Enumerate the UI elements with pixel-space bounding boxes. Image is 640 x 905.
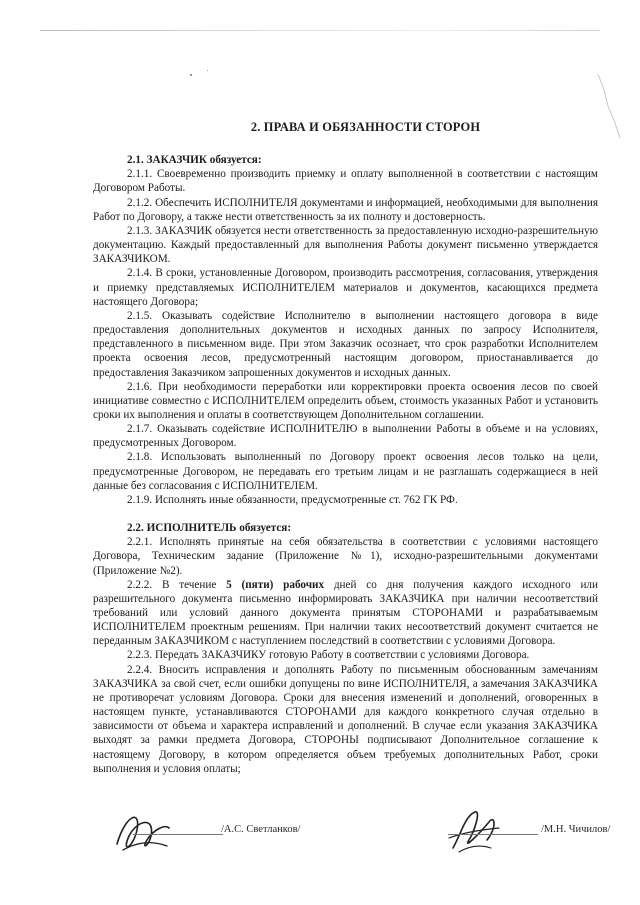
scan-top-edge xyxy=(40,30,600,31)
clause-2-1-1: 2.1.1. Своевременно производить приемку и оплату выполненной в соответствии с настоящим Договором Работы. xyxy=(93,168,598,195)
contractor-signature-line xyxy=(448,834,538,835)
clause-2-1-7: 2.1.7. Оказывать содействие ИСПОЛНИТЕЛЮ в выполнении Работы в объеме и на условиях, предусмотренных Договором. xyxy=(93,423,598,450)
clause-2-1-5: 2.1.5. Оказывать содействие Исполнителю в выполнении настоящего договора в виде предоставления дополнительных документов и исходных данных по запросу Исполнителя, представленного в письменном виде. При этом Заказчик осознает, что срок разработки Исполнителем проекта освоения лесов, предусмотренный настоящим договором, приостанавливается до предоставления Заказчиком запрошенных документов и исходных данных. xyxy=(93,309,598,379)
scan-speck xyxy=(190,74,192,76)
clause-2-1-9: 2.1.9. Исполнять иные обязанности, предусмотренные ст. 762 ГК РФ. xyxy=(127,493,458,506)
clause-2-2-4: 2.2.4. Вносить исправления и дополнять Работу по письменным обоснованным замечаниям ЗАКАЗЧИКА за свой счет, если ошибки допущены по вине ИСПОЛНИТЕЛЯ, а замечания ЗАКАЗЧИКА не противоречат условиям Договора. Сроки для внесения изменений и дополнений, оговоренных в настоящем пункте, устанавливаются СТОРОНАМИ для каждого конкретного случая отдельно в зависимости от объема и характера исправлений и дополнений. В случае если указания ЗАКАЗЧИКА выходят за рамки предмета Договора, СТОРОНЫ подписывают Дополнительное соглашение к настоящему Договору, в котором определяется объем требуемых дополнительных Работ, сроки выполнения и условия оплаты; xyxy=(93,663,598,775)
scan-edge-mark xyxy=(594,72,622,142)
scan-speck xyxy=(207,70,208,71)
clause-2-2-2-start: 2.2.2. В течение xyxy=(127,578,227,591)
clause-2-1-2: 2.1.2. Обеспечить ИСПОЛНИТЕЛЯ документами и информацией, необходимыми для выполнения Работ по Договору, а также нести ответственность за их полноту и достоверность. xyxy=(93,196,598,223)
customer-signature-line xyxy=(133,834,223,835)
contractor-obligations-heading: 2.2. ИСПОЛНИТЕЛЬ обязуется: xyxy=(127,522,292,535)
signature-row xyxy=(93,812,613,872)
clause-2-2-2-rest: дней со дня получения каждого исходного или разрешительного документа письменно информировать ЗАКАЗЧИКА при наличии несоответствий требований или условий данного документа принятым СТОРОНАМИ и разрабатываемым ИСПОЛНИТЕЛЕМ проектным решениям. При наличии таких несоответствий документ считается не переданным ЗАКАЗЧИКОМ с наступлением последствий в соответствии с условиями Договора. xyxy=(93,578,598,648)
section-title: 2. ПРАВА И ОБЯЗАННОСТИ СТОРОН xyxy=(250,120,481,134)
clause-2-2-1: 2.2.1. Исполнять принятые на себя обязательства в соответствии с условиями настоящего Договора, Техническим задание (Приложение №1), исходно-разрешительными документами (Приложение №2). xyxy=(93,536,598,577)
clause-2-2-2-term: 5 (пяти) рабочих xyxy=(226,578,325,591)
clause-2-1-6: 2.1.6. При необходимости переработки или корректировки проекта освоения лесов по своей инициативе совместно с ИСПОЛНИТЕЛЕМ определить объем, стоимость указанных Работ и установить сроки их выполнения и оплаты в соответствующем Дополнительном соглашении. xyxy=(93,380,598,421)
clause-2-1-4: 2.1.4. В сроки, установленные Договором, производить рассмотрения, согласования, утверждения и приемку представляемых ИСПОЛНИТЕЛЕМ материалов и документов, касающихся предмета настоящего Договора; xyxy=(93,267,598,308)
clause-2-2-2 xyxy=(93,578,598,649)
customer-obligations-heading: 2.1. ЗАКАЗЧИК обязуется: xyxy=(127,154,262,167)
contractor-signatory-name: /М.Н. Чичилов/ xyxy=(541,824,611,835)
contractor-signature xyxy=(445,804,503,856)
clause-2-1-8: 2.1.8. Использовать выполненный по Договору проект освоения лесов только на цели, предусмотренные Договором, не передавать его третьим лицам и не разглашать содержащиеся в ней данные без согласования с ИСПОЛНИТЕЛЕМ. xyxy=(93,451,598,492)
customer-signature xyxy=(111,806,175,858)
clause-2-1-3: 2.1.3. ЗАКАЗЧИК обязуется нести ответственность за предоставленную исходно-разрешительную документацию. Каждый предоставленный для выполнения Работы документ письменно утверждается ЗАКАЗЧИКОМ. xyxy=(93,224,598,266)
clause-2-2-3: 2.2.3. Передать ЗАКАЗЧИКУ готовую Работу в соответствии с условиями Договора. xyxy=(127,649,530,662)
document-body xyxy=(93,120,598,776)
customer-signatory-name: /А.С. Светланков/ xyxy=(221,824,301,835)
